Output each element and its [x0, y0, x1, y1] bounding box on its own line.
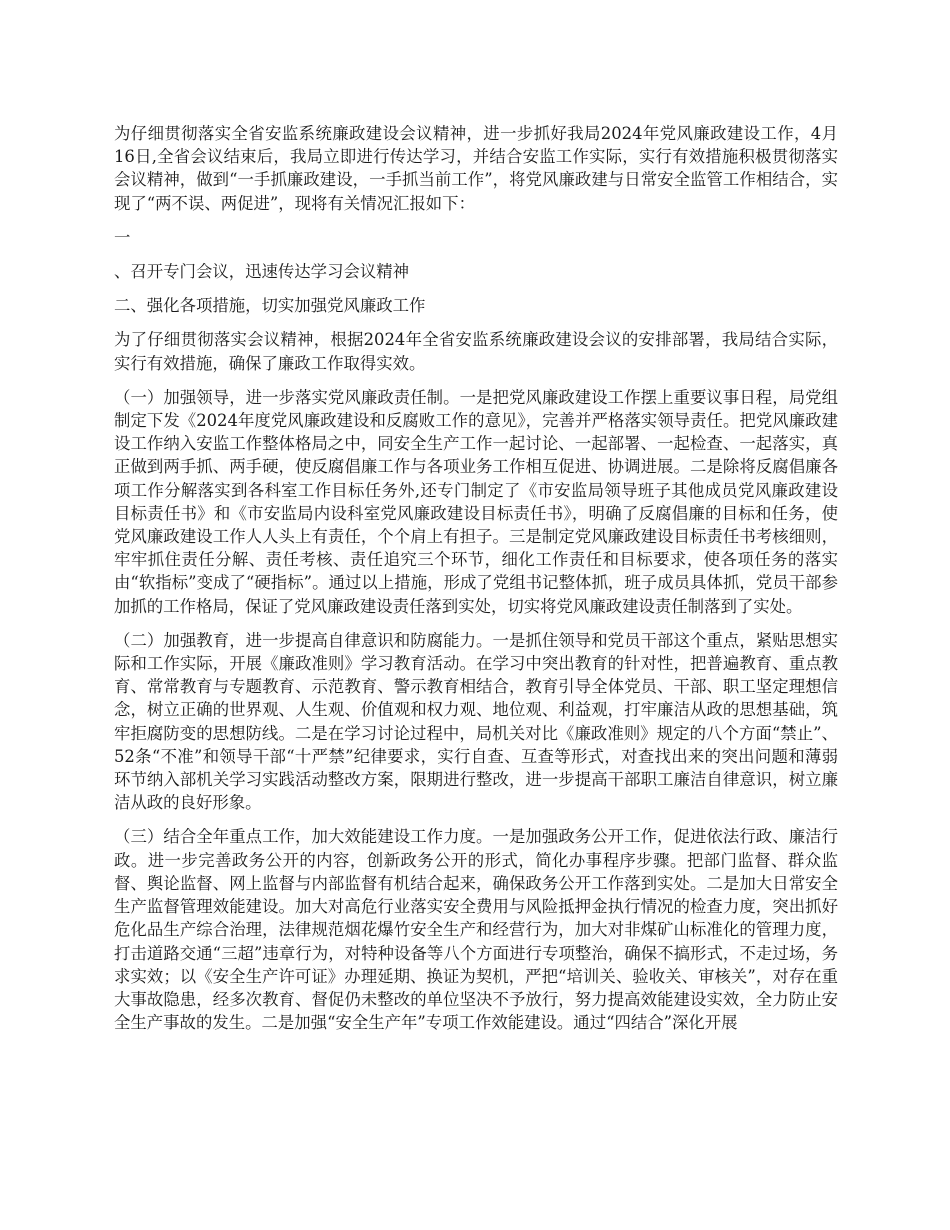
section-two-intro-paragraph: 为了仔细贯彻落实会议精神，根据2024年全省安监系统廉政建设会议的安排部署，我局结合实际，实行有效措施，确保了廉政工作取得实效。	[114, 330, 838, 373]
subsection-one-paragraph: （一）加强领导，进一步落实党风廉政责任制。一是把党风廉政建设工作摆上重要议事日程，局党组制定下发《2024年度党风廉政建设和反腐败工作的意见》，完善并严格落实领导责任。把党风廉政建设工作纳入安监工作整体格局之中，同安全生产工作一起讨论、一起部署、一起检查、一起落实，真正做到两手抓、两手硬，使反腐倡廉工作与各项业务工作相互促进、协调进展。二是除将反腐倡廉各项工作分解落实到各科室工作目标任务外,还专门制定了《市安监局领导班子其他成员党风廉政建设目标责任书》和《市安监局内设科室党风廉政建设目标责任书》，明确了反腐倡廉的目标和任务，使党风廉政建设工作人人头上有责任，个个肩上有担子。三是制定党风廉政建设目标责任书考核细则，牢牢抓住责任分解、责任考核、责任追究三个环节，细化工作责任和目标要求，使各项任务的落实由“软指标”变成了“硬指标”。通过以上措施，形成了党组书记整体抓，班子成员具体抓，党员干部参加抓的工作格局，保证了党风廉政建设责任落到实处，切实将党风廉政建设责任制落到了实处。	[114, 387, 838, 616]
subsection-two-paragraph: （二）加强教育，进一步提高自律意识和防腐能力。一是抓住领导和党员干部这个重点，紧贴思想实际和工作实际，开展《廉政准则》学习教育活动。在学习中突出教育的针对性，把普遍教育、重点教育、常常教育与专题教育、示范教育、警示教育相结合，教育引导全体党员、干部、职工坚定理想信念，树立正确的世界观、人生观、价值观和权力观、地位观、利益观，打牢廉洁从政的思想基础，筑牢拒腐防变的思想防线。二是在学习讨论过程中，局机关对比《廉政准则》规定的八个方面“禁止”、52条“不准”和领导干部“十严禁”纪律要求，实行自查、互查等形式，对查找出来的突出问题和薄弱环节纳入部机关学习实践活动整改方案，限期进行整改，进一步提高干部职工廉洁自律意识，树立廉洁从政的良好形象。	[114, 630, 838, 813]
intro-paragraph: 为仔细贯彻落实全省安监系统廉政建设会议精神，进一步抓好我局2024年党风廉政建设工作，4月16日,全省会议结束后，我局立即进行传达学习，并结合安监工作实际，实行有效措施积极贯彻落实会议精神，做到“一手抓廉政建设，一手抓当前工作”，将党风廉政建与日常安全监管工作相结合，实现了“两不误、两促进”，现将有关情况汇报如下：	[114, 124, 838, 213]
section-number-one: 一	[114, 227, 131, 247]
subsection-three-paragraph: （三）结合全年重点工作，加大效能建设工作力度。一是加强政务公开工作，促进依法行政、廉洁行政。进一步完善政务公开的内容，创新政务公开的形式，简化办事程序步骤。把部门监督、群众监督、舆论监督、网上监督与内部监督有机结合起来，确保政务公开工作落到实处。二是加大日常安全生产监督管理效能建设。加大对高危行业落实安全费用与风险抵押金执行情况的检查力度，突出抓好危化品生产综合治理，法律规范烟花爆竹安全生产和经营行为，加大对非煤矿山标准化的管理力度，打击道路交通“三超”违章行为，对特种设备等八个方面进行专项整治，确保不搞形式，不走过场，务求实效；以《安全生产许可证》办理延期、换证为契机，严把“培训关、验收关、审核关”，对存在重大事故隐患，经多次教育、督促仍未整改的单位坚决不予放行，努力提高效能建设实效，全力防止安全生产事故的发生。二是加强“安全生产年”专项工作效能建设。通过“四结合”深化开展	[114, 827, 838, 1033]
section-heading-one: 、召开专门会议，迅速传达学习会议精神	[114, 262, 410, 282]
section-heading-two: 二、强化各项措施，切实加强党风廉政工作	[114, 296, 426, 316]
document-body	[114, 122, 838, 1045]
